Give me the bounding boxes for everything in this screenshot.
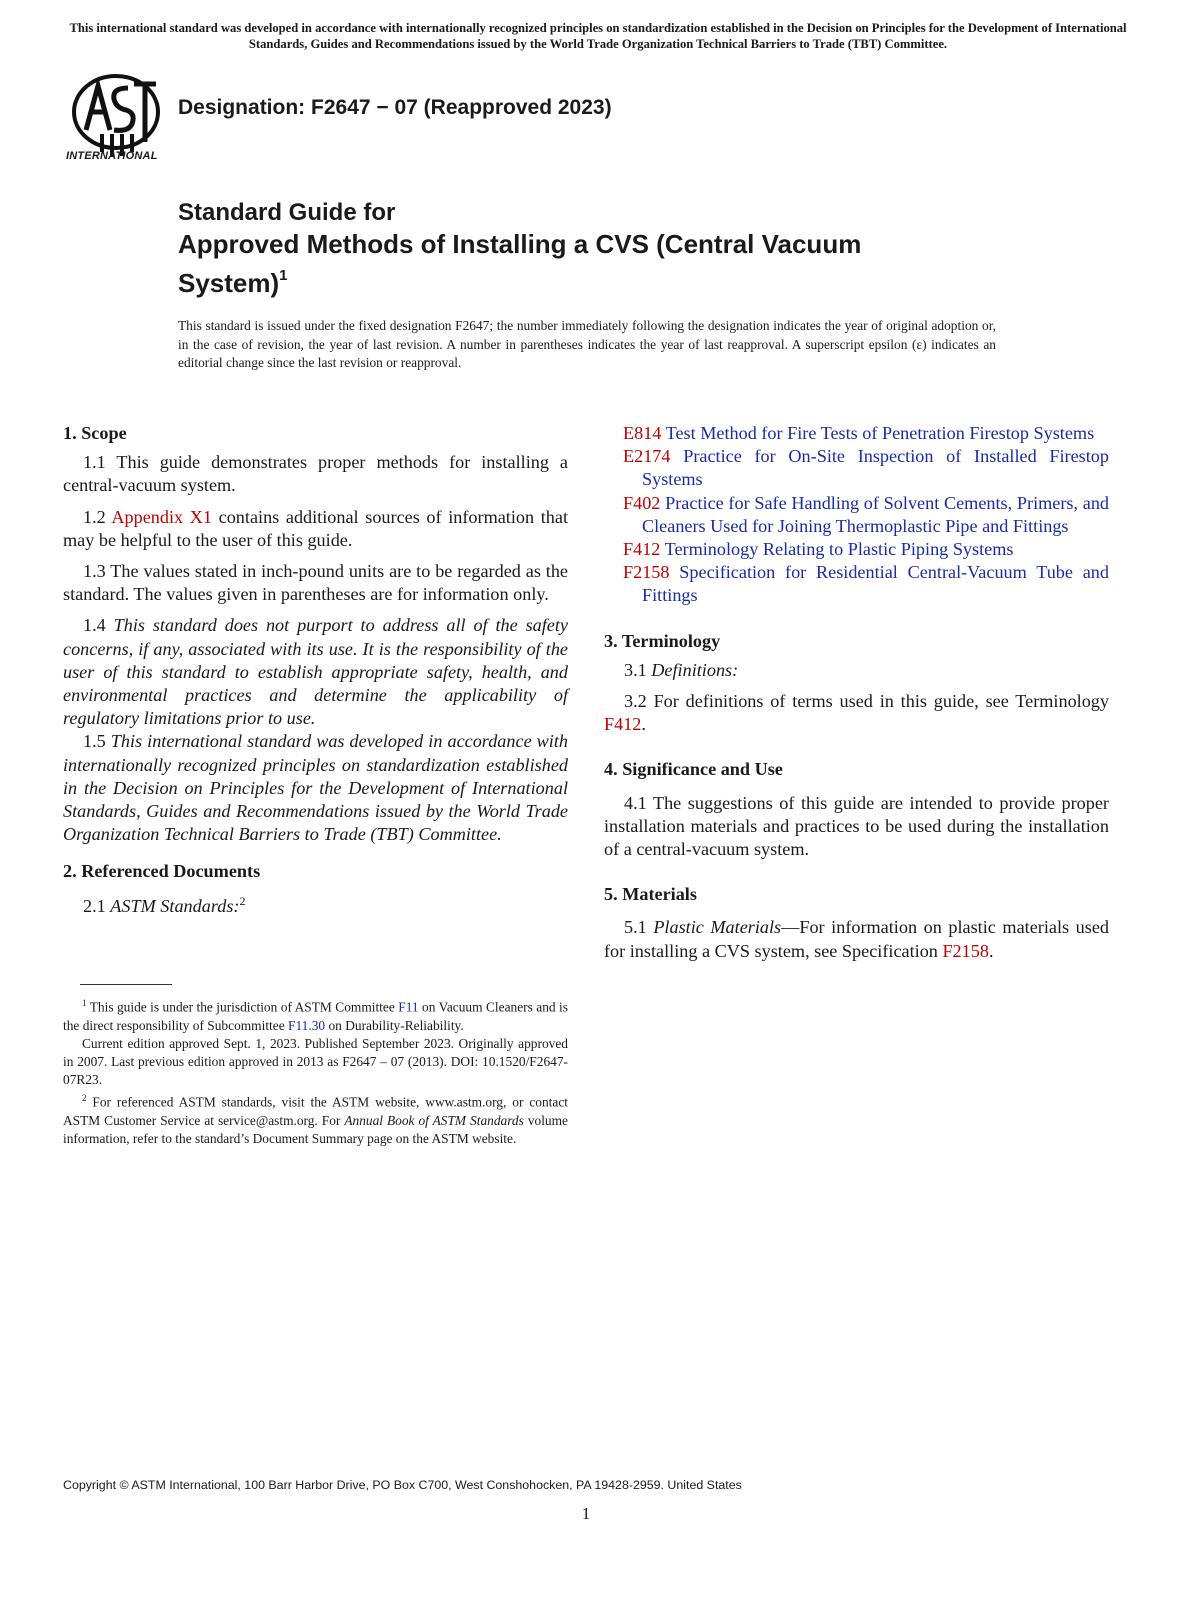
issuance-statement: This standard is issued under the fixed designation F2647; the number immediately following the designation indicates the year of original adoption or, in the case of revision, the year of last revision. A number in parentheses indicates the year of last reapproval. A superscript epsilon (ε) indicates an editorial change since the last revision or reapproval. bbox=[178, 318, 996, 370]
reference-title-link[interactable]: Practice for Safe Handling of Solvent Cements, Primers, and Cleaners Used for Joining Thermoplastic Pipe and Fittings bbox=[642, 492, 1110, 536]
committee-f11-link[interactable]: F11 bbox=[398, 999, 419, 1015]
reference-title-link[interactable]: Test Method for Fire Tests of Penetration Firestop Systems bbox=[665, 423, 1095, 443]
para-3-2-text: 3.2 For definitions of terms used in this guide, see Terminology bbox=[624, 691, 1109, 712]
top-notice: This international standard was developed in accordance with internationally recognized principles on standardization established in the Decision on Principles for the Development of International Standards, Guides and Recommendations issued by the World Trade Organization Technical Barriers to Trade (TBT) Committee. bbox=[69, 21, 1127, 51]
footnote-2 bbox=[63, 1089, 568, 1148]
para-1-3: 1.3 The values stated in inch-pound units are to be regarded as the standard. The values given in parentheses are for information only. bbox=[63, 561, 568, 605]
reference-title-link[interactable]: Terminology Relating to Plastic Piping Systems bbox=[664, 539, 1014, 560]
para-3-2-end: . bbox=[641, 714, 646, 735]
para-2-1-footnote-mark: 2 bbox=[239, 893, 246, 908]
reference-item bbox=[604, 492, 1109, 538]
reference-title-link[interactable]: Practice for On-Site Inspection of Installed Firestop Systems bbox=[642, 446, 1109, 490]
para-1-4-text: This standard does not purport to address all of the safety concerns, if any, associated with its use. It is the responsibility of the user of this standard to establish appropriate safety, health, and environmental practices and determine the applicability of regulatory limitations prior to use. bbox=[63, 615, 568, 729]
footnote-1-text-b: on Vacuum Cleaners and is the direct responsibility of Subcommittee bbox=[63, 999, 568, 1033]
footnote-1-text-c: on Durability-Reliability. bbox=[328, 1017, 464, 1033]
designation: Designation: F2647 − 07 (Reapproved 2023) bbox=[178, 96, 612, 119]
footnotes bbox=[63, 994, 568, 1149]
para-5-1-italic: Plastic Materials bbox=[653, 917, 782, 938]
title-footnote-mark: 1 bbox=[279, 267, 288, 284]
para-1-2-num: 1.2 bbox=[83, 506, 106, 527]
para-3-1-text: Definitions: bbox=[651, 659, 739, 680]
para-4-1: 4.1 The suggestions of this guide are intended to provide proper installation materials and practices to be used during the installation of a central-vacuum system. bbox=[604, 792, 1109, 860]
subcommittee-f11-30-link[interactable]: F11.30 bbox=[288, 1017, 326, 1033]
footnote-2-text-b: volume information, refer to the standard’s Document Summary page on the ASTM website. bbox=[63, 1113, 568, 1147]
reference-item bbox=[604, 445, 1109, 491]
reference-code-link[interactable]: F412 bbox=[623, 539, 661, 560]
logo-caption: INTERNATIONAL bbox=[66, 150, 158, 162]
para-3-2 bbox=[604, 690, 1109, 736]
heading-referenced-documents: 2. Referenced Documents bbox=[63, 861, 261, 882]
left-column bbox=[63, 422, 568, 926]
reference-code-link[interactable]: F2158 bbox=[623, 562, 670, 583]
title-line-2: Approved Methods of Installing a CVS (Central Vacuum bbox=[178, 229, 862, 259]
title-line-1: Standard Guide for bbox=[178, 199, 396, 226]
para-5-1-num: 5.1 bbox=[624, 917, 647, 938]
footnote-2-italic: Annual Book of ASTM Standards bbox=[344, 1113, 524, 1129]
para-5-1-text: —For information on plastic materials used for installing a CVS system, see Specification bbox=[604, 917, 1109, 961]
para-3-1 bbox=[604, 659, 1109, 682]
para-1-4-num: 1.4 bbox=[83, 615, 106, 636]
heading-significance-and-use: 4. Significance and Use bbox=[604, 759, 783, 780]
reference-list bbox=[604, 422, 1109, 608]
para-3-1-num: 3.1 bbox=[624, 659, 647, 680]
reference-code-link[interactable]: E814 bbox=[623, 423, 662, 443]
para-1-2 bbox=[63, 506, 568, 552]
para-1-5-text: This international standard was developed in accordance with internationally recognized principles on standardization established in the Decision on Principles for the Development of International Standards, Guides and Recommendations issued by the World Trade Organization Technical Barriers to Trade (TBT) Committee. bbox=[63, 731, 569, 845]
reference-title-link[interactable]: Specification for Residential Central-Vacuum Tube and Fittings bbox=[642, 562, 1109, 606]
para-1-5 bbox=[63, 730, 568, 846]
para-1-1: 1.1 This guide demonstrates proper methods for installing a central-vacuum system. bbox=[63, 452, 568, 496]
title-line-3 bbox=[178, 260, 861, 299]
heading-materials: 5. Materials bbox=[604, 884, 697, 905]
para-2-1-text: ASTM Standards: bbox=[110, 895, 240, 916]
para-5-1 bbox=[604, 916, 1109, 962]
copyright-notice: Copyright © ASTM International, 100 Barr Harbor Drive, PO Box C700, West Conshohocken, PA 19428-2959. United States bbox=[63, 1478, 742, 1492]
footnote-1-mark: 1 bbox=[82, 998, 87, 1008]
footnote-divider bbox=[80, 984, 172, 985]
footnote-2-text-a: For referenced ASTM standards, visit the ASTM website, www.astm.org, or contact ASTM Customer Service at service@astm.org. For bbox=[63, 1094, 568, 1129]
footnote-1-text-a: This guide is under the jurisdiction of ASTM Committee bbox=[89, 999, 395, 1015]
para-1-2-text: contains additional sources of information that may be helpful to the user of this guide. bbox=[63, 506, 568, 550]
footnote-1 bbox=[63, 994, 568, 1035]
reference-item bbox=[604, 561, 1109, 607]
title-line-3-text: System) bbox=[178, 268, 280, 298]
para-1-4 bbox=[63, 614, 568, 730]
right-column bbox=[604, 422, 1109, 971]
footnote-edition: Current edition approved Sept. 1, 2023. Published September 2023. Originally approved in 2007. Last previous edition approved in 2013 as F2647 – 07 (2013). DOI: 10.1520/F2647-07R23. bbox=[63, 1035, 568, 1088]
para-1-5-num: 1.5 bbox=[83, 731, 106, 752]
para-5-1-end: . bbox=[988, 940, 994, 961]
f412-link[interactable]: F412 bbox=[604, 714, 642, 735]
document-title bbox=[178, 198, 861, 299]
reference-code-link[interactable]: E2174 bbox=[623, 446, 671, 467]
para-2-1 bbox=[63, 890, 568, 918]
f2158-link[interactable]: F2158 bbox=[942, 940, 989, 961]
heading-scope: 1. Scope bbox=[63, 423, 127, 443]
page-number: 1 bbox=[581, 1504, 591, 1523]
heading-terminology: 3. Terminology bbox=[604, 630, 721, 651]
para-2-1-num: 2.1 bbox=[83, 895, 106, 916]
footnote-2-mark: 2 bbox=[82, 1093, 87, 1104]
reference-item bbox=[604, 538, 1109, 561]
appendix-x1-link[interactable]: Appendix X1 bbox=[111, 506, 212, 527]
reference-item bbox=[604, 422, 1109, 445]
reference-code-link[interactable]: F402 bbox=[623, 492, 661, 513]
